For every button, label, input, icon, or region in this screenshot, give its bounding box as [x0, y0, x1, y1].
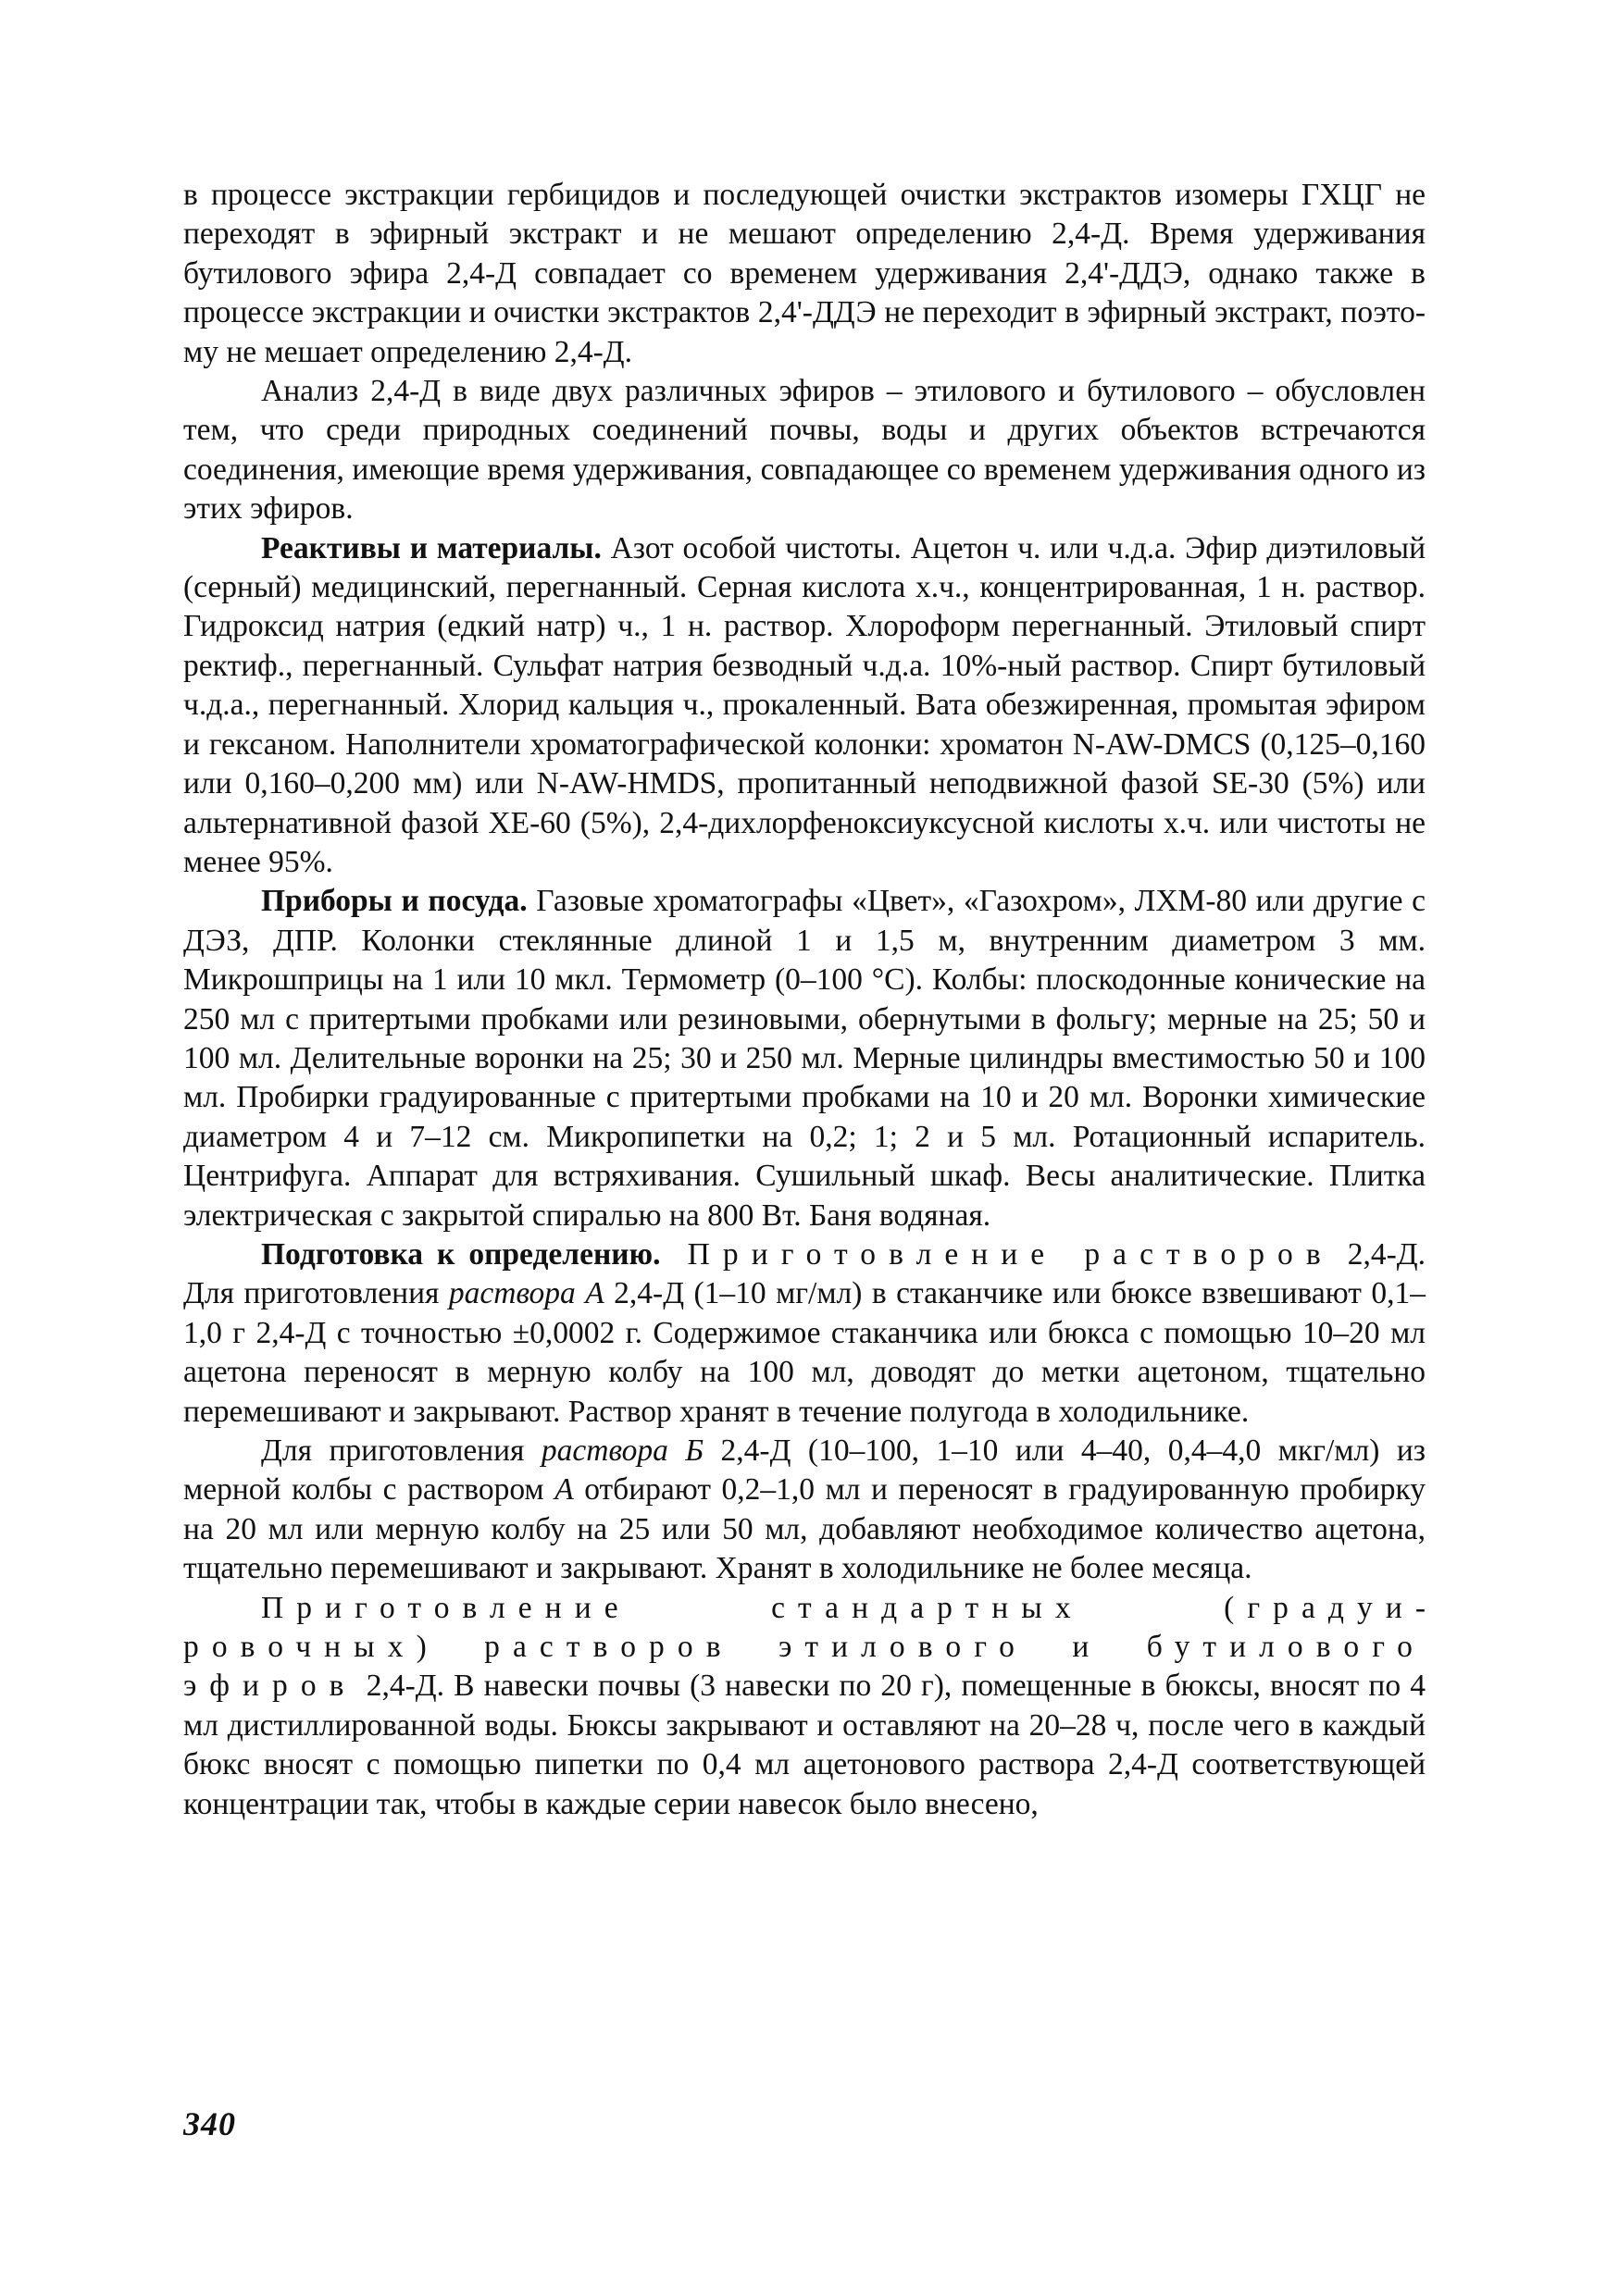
standards-text: 2,4-Д. В навески почвы (3 навески по 20 г), помещенные в бюксы, вносят по 4 мл дистиллированной воды. Бюксы закрывают и оставляют на 20–28 ч, после чего в каждый бюкс вносят с помощью пипетки по 0,4 мл ацетонового раствора 2,4-Д соответствующей концентрации так, чтобы в каждые серии навесок было внесено, [183, 1669, 1426, 1821]
paragraph-intro [183, 176, 1426, 372]
standards-spaced-phrase: Приготовление стандартных (градуировочных) растворов этилового и бутилового эфиров [183, 1590, 1426, 1704]
paragraph-standards [183, 1589, 1426, 1824]
solution-b-text-b: 2,4-Д (10–100, 1–10 или 4–40, 0,4–4,0 мкг/мл) из мерной колбы с раствором [183, 1433, 1426, 1508]
preparation-text-a: 2,4-Д. Для приготовления [183, 1236, 1426, 1311]
preparation-spaced-phrase: Приготовление растворов [660, 1236, 1334, 1272]
solution-b-text-a: Для приготовления [261, 1433, 542, 1468]
paragraph-preparation [183, 1235, 1426, 1432]
paragraph-equipment [183, 882, 1426, 1235]
paragraph-analysis-text: Анализ 2,4-Д в виде двух различных эфиров – этилового и бутилового – обусловлен тем, что среди природных соединений почвы, воды и других объектов встречаются соединения, имеющие время удерживания, совпадающее со временем удерживания одного из этих эфиров. [183, 374, 1426, 527]
preparation-heading: Подготовка к определению. [261, 1236, 661, 1272]
reagents-heading: Реактивы и материалы. [261, 530, 602, 565]
equipment-heading: Приборы и посуда. [261, 884, 528, 919]
page-number: 340 [183, 2105, 236, 2142]
reagents-text: Азот особой чистоты. Ацетон ч. или ч.д.а. Эфир диэтиловый (серный) медицинский, перегнанный. Серная кислота х.ч., концентрированная, 1 н. раствор. Гидроксид натрия (едкий натр) ч., 1 н. раствор. Хлороформ перегнанный. Этиловый спирт ректиф., перегнанный. Сульфат натрия безводный ч.д.а. 10%-ный раствор. Спирт бутиловый ч.д.а., перегнанный. Хлорид кальция ч., прокаленный. Вата обезжиренная, промытая эфиром и гексаном. Наполнители хроматографической колонки: хроматон N-AW-DMCS (0,125–0,160 или 0,160–0,200 мм) или N-AW-HMDS, пропитанный неподвижной фазой SE-30 (5%) или альтернативной фазой ХЕ-60 (5%), 2,4-дихлорфеноксиуксусной кислоты х.ч. или чистоты не менее 95%. [183, 530, 1426, 879]
paragraph-analysis [183, 372, 1426, 529]
solution-b-italic: раствора Б [541, 1433, 704, 1468]
equipment-text: Газовые хроматографы «Цвет», «Газохром», ЛХМ-80 или другие с ДЭЗ, ДПР. Колонки стеклянные длиной 1 и 1,5 м, внутренним диаметром 3 мм. Микрошприцы на 1 или 10 мкл. Термометр (0–100 °С). Колбы: плоскодонные конические на 250 мл с притертыми пробками или резиновыми, обернутыми в фольгу; мерные на 25; 50 и 100 мл. Делительные воронки на 25; 30 и 250 мл. Мерные цилиндры вместимостью 50 и 100 мл. Пробирки градуированные с притертыми пробками на 10 и 20 мл. Воронки химические диаметром 4 и 7–12 см. Микропипетки на 0,2; 1; 2 и 5 мл. Ротационный испаритель. Центрифуга. Аппарат для встряхивания. Сушильный шкаф. Весы аналитические. Плитка электрическая с закрытой спиралью на 800 Вт. Баня водяная. [183, 884, 1426, 1233]
preparation-text-b: 2,4-Д (1–10 мг/мл) в стаканчике или бюксе взвешивают 0,1–1,0 г 2,4-Д с точностью ±0,0002 г. Содержимое стаканчика или бюкса с помощью 10–20 мл ацетона переносят в мерную колбу на 100 мл, доводят до метки ацетоном, тщательно перемешивают и закрывают. Раствор хранят в течение полугода в холодильнике. [183, 1276, 1426, 1429]
solution-b-text-c: отбирают 0,2–1,0 мл и переносят в градуированную пробирку на 20 мл или мерную колбу на 25 или 50 мл, добавляют необходимое количество ацетона, тщательно перемешивают и закрывают. Хранят в холодильнике не более месяца. [183, 1472, 1426, 1586]
paragraph-solution-b [183, 1432, 1426, 1589]
paragraph-intro-text: в процессе экстракции гербицидов и последующей очистки экстрактов изомеры ГХЦГ не переходят в эфирный экстракт и не мешают определению 2,4-Д. Время удерживания бутилового эфира 2,4-Д совпадает со временем удерживания 2,4'-ДДЭ, однако также в процессе экстракции и очистки экстрактов 2,4'-ДДЭ не переходит в эфирный экстракт, поэтому не мешает определению 2,4-Д. [183, 178, 1426, 369]
solution-a-italic: раствора А [448, 1276, 604, 1311]
paragraph-reagents [183, 529, 1426, 883]
solution-a-ref-italic: А [554, 1472, 574, 1508]
page-body [183, 176, 1426, 1824]
